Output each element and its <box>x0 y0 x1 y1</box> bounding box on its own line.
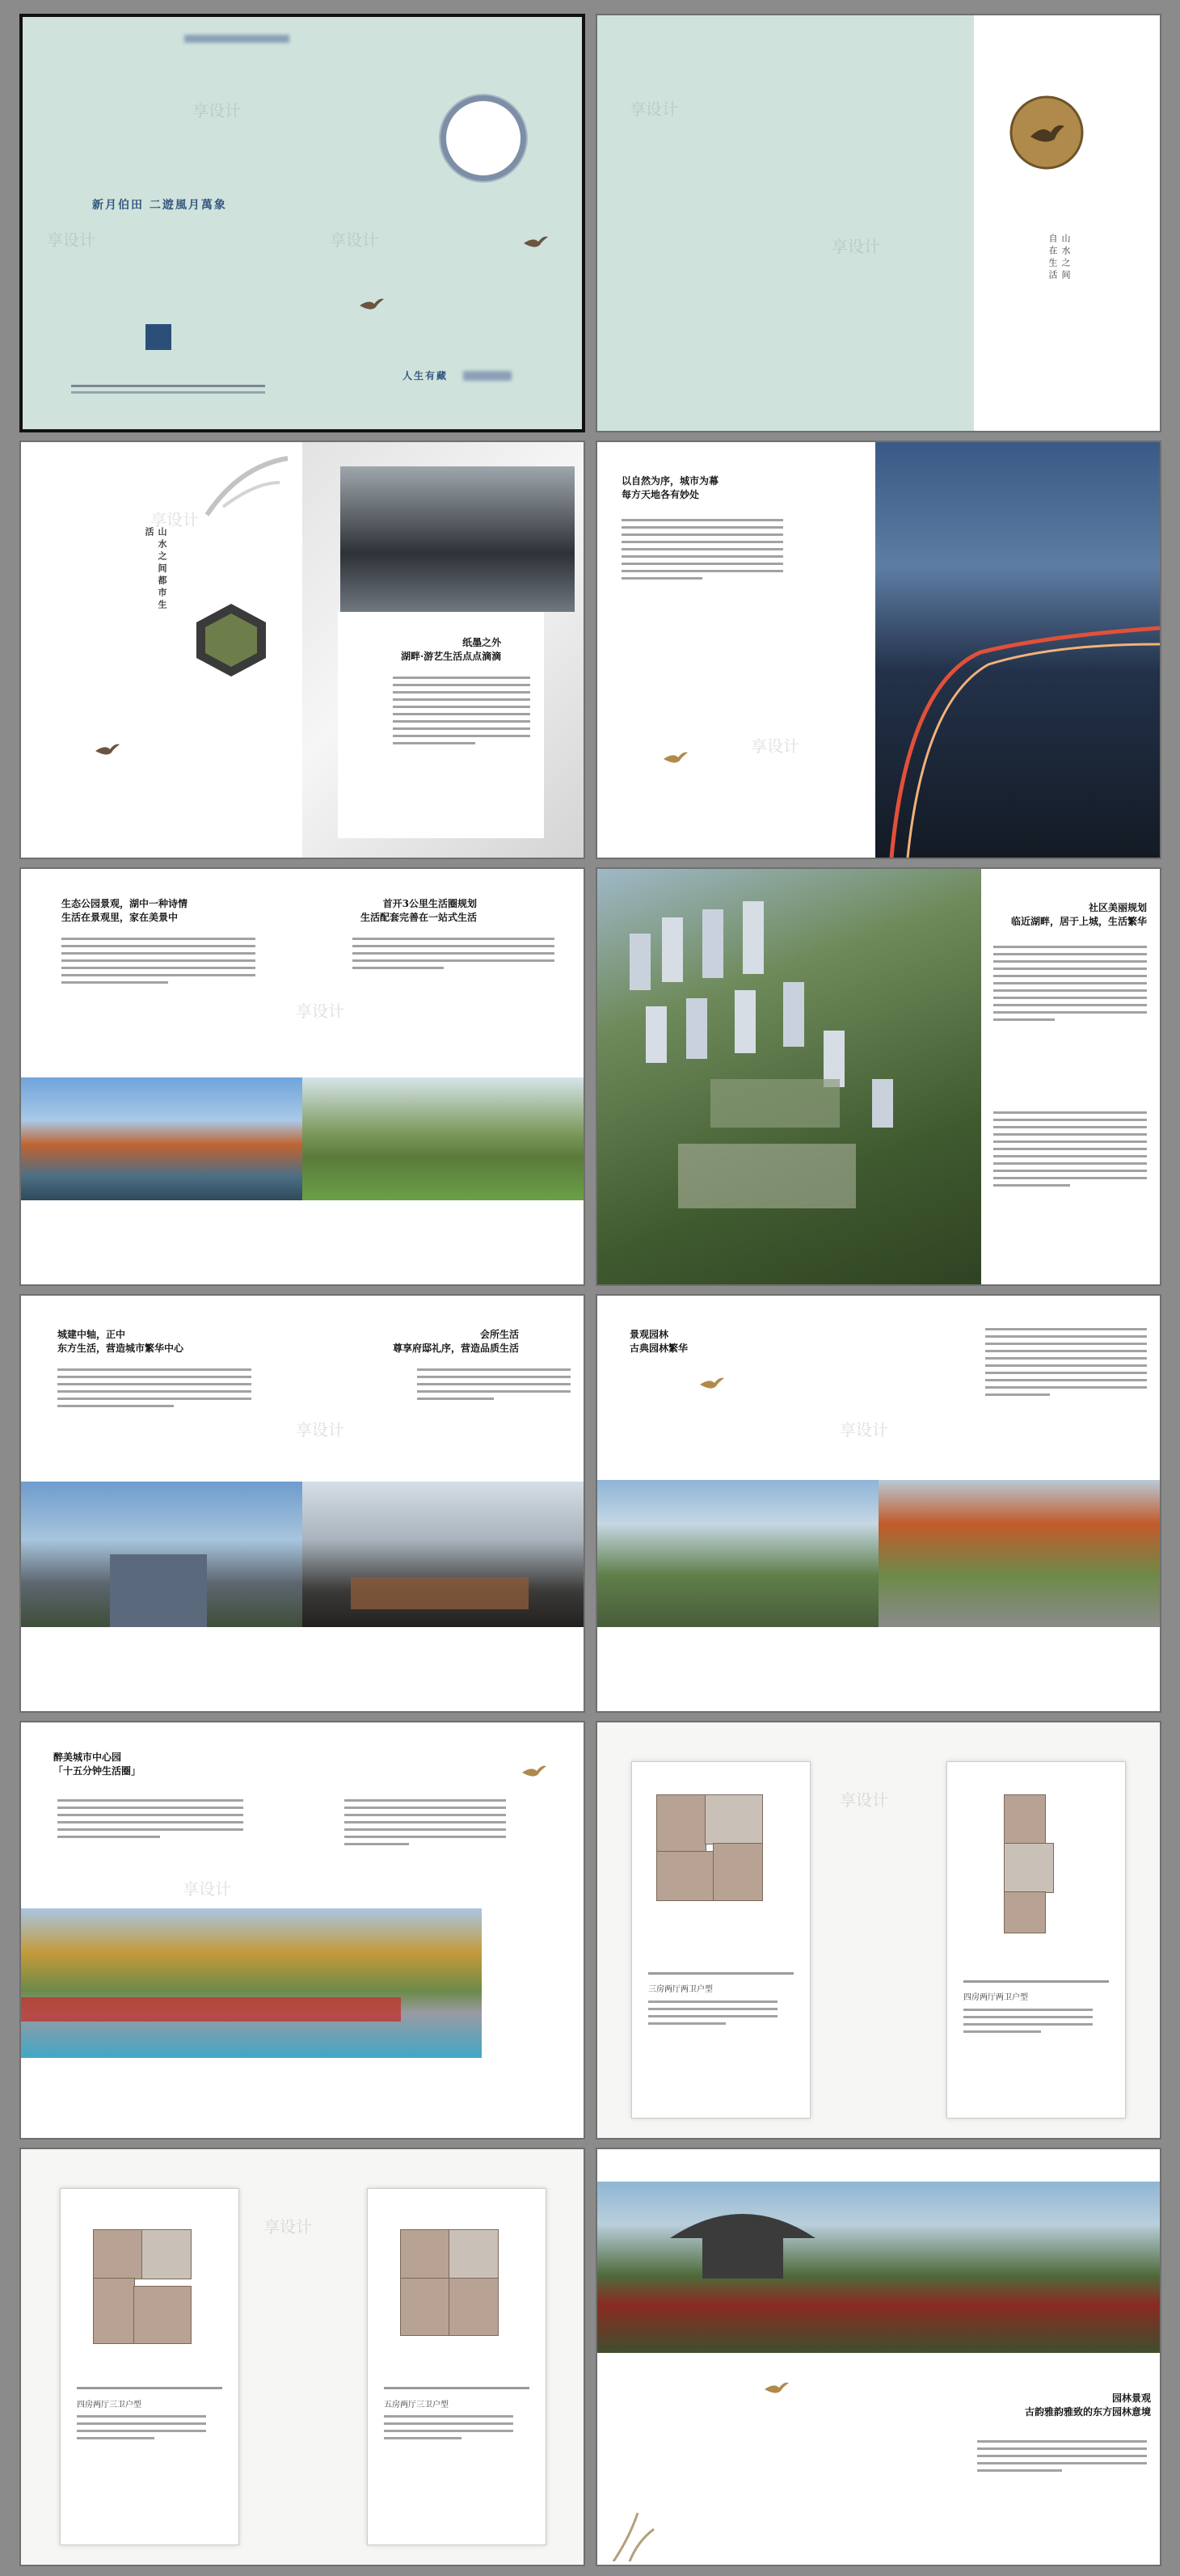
right-heading: 会所生活 尊享府邸礼序，营造品质生活 <box>393 1329 520 1354</box>
body-text <box>344 1799 506 1850</box>
spread-03[interactable] <box>19 441 585 859</box>
floorplan-caption: 三房两厅两卫户型 <box>648 1985 713 1994</box>
floorplan-card-left <box>60 2188 239 2545</box>
ornate-window-frame-icon <box>435 90 532 187</box>
room <box>705 1794 763 1845</box>
floorplan-notes <box>648 2001 778 2030</box>
cover-title: 新月伯田 二遊風月萬象 <box>92 199 227 212</box>
autumn-garden-photo <box>879 1480 1160 1627</box>
body-text <box>393 677 530 749</box>
spread-07[interactable] <box>19 1294 585 1713</box>
lobby-glow <box>351 1577 529 1609</box>
vertical-heading: 山水之间都市生活 <box>144 527 167 612</box>
footer-info <box>71 391 265 394</box>
swallow-icon <box>358 296 386 314</box>
swallow-icon <box>763 2380 790 2397</box>
room <box>400 2229 450 2279</box>
spread-04[interactable] <box>596 441 1161 859</box>
section-heading: 纸墨之外 湖畔·游艺生活点点滴滴 <box>401 637 502 662</box>
left-heading: 城建中轴，正中 东方生活，营造城市繁华中心 <box>57 1329 184 1354</box>
aerial-community-render <box>597 869 981 1284</box>
room <box>1004 1794 1046 1845</box>
divider <box>384 2387 529 2389</box>
vertical-text: 山水之间 自在生活 <box>1047 234 1071 282</box>
room <box>449 2278 499 2336</box>
floorplan-notes <box>963 2009 1093 2038</box>
light-trail <box>875 442 1160 858</box>
floorplan-card-right <box>946 1761 1126 2119</box>
watermark: 享设计 <box>150 510 199 529</box>
floorplan-caption: 四房两厅三卫户型 <box>77 2401 141 2409</box>
floorplan-notes <box>77 2415 206 2444</box>
pavilion-roof <box>662 2190 824 2287</box>
coastal-road-photo <box>875 442 1160 858</box>
swallow-icon <box>522 234 550 251</box>
body-text <box>622 519 783 584</box>
body-text <box>57 1368 251 1412</box>
watermark: 享设计 <box>183 1879 231 1899</box>
qr-code <box>145 324 171 350</box>
watermark: 享设计 <box>840 1420 888 1440</box>
room <box>400 2278 450 2336</box>
floorplan-card-right <box>367 2188 546 2545</box>
room <box>133 2286 192 2344</box>
clubhouse-photo <box>302 1482 584 1627</box>
cover-slogan: 人生有藏 <box>402 370 449 382</box>
tower-blocks <box>597 869 981 1284</box>
body-text <box>61 938 255 989</box>
section-heading: 园林景观 古韵雅韵雅致的东方园林意境 <box>1024 2393 1151 2418</box>
room <box>449 2229 499 2279</box>
watermark: 享设计 <box>296 1420 344 1440</box>
bamboo-sketch-icon <box>605 2505 662 2561</box>
right-heading: 首开3公里生活圈规划 生活配套完善在一站式生活 <box>360 898 478 923</box>
room <box>1004 1843 1054 1893</box>
room <box>713 1843 763 1901</box>
watermark: 享设计 <box>263 2217 312 2237</box>
city-tower-photo <box>21 1482 302 1627</box>
watermark: 享设计 <box>840 1790 888 1810</box>
body-text <box>417 1368 571 1405</box>
spread-02[interactable] <box>596 14 1161 432</box>
body-text <box>977 2440 1147 2477</box>
floorplan-caption: 四房两厅两卫户型 <box>963 1993 1028 2002</box>
body-text <box>985 1328 1147 1401</box>
section-heading: 景观园林 古典园林繁华 <box>630 1329 689 1354</box>
floorplan-caption: 五房两厅三卫户型 <box>384 2401 449 2409</box>
room <box>656 1794 706 1853</box>
watermark: 享设计 <box>630 99 678 119</box>
lake-autumn-photo <box>21 1077 302 1200</box>
room <box>1004 1891 1046 1933</box>
pavilion-garden-photo <box>597 2182 1160 2353</box>
blurred-slogan <box>463 371 512 381</box>
swallow-icon <box>662 749 689 767</box>
divider <box>648 1972 794 1975</box>
spread-08[interactable] <box>596 1294 1161 1713</box>
building-photo <box>340 466 575 612</box>
spread-09[interactable] <box>19 1721 585 2140</box>
floorplan-card-left <box>631 1761 811 2119</box>
spread-06[interactable] <box>596 867 1161 1286</box>
floorplan-notes <box>384 2415 513 2444</box>
blurred-header <box>184 35 289 43</box>
divider <box>77 2387 222 2389</box>
park-lawn-photo <box>302 1077 584 1200</box>
section-heading: 醉美城市中心园 「十五分钟生活圈」 <box>53 1752 141 1777</box>
watermark: 享设计 <box>192 101 241 120</box>
watermark: 享设计 <box>296 1001 344 1021</box>
section-heading: 以自然为序，城市为幕 每方天地各有妙处 <box>622 475 719 500</box>
spread-05[interactable] <box>19 867 585 1286</box>
swallow-icon <box>94 741 121 759</box>
section-heading: 社区美丽规划 临近湖畔，居于上城，生活繁华 <box>1010 902 1147 927</box>
divider <box>963 1980 1109 1983</box>
spread-11[interactable] <box>19 2148 585 2566</box>
swallow-icon <box>520 1763 548 1781</box>
red-railing <box>21 1997 401 2022</box>
swallow-icon <box>698 1375 726 1393</box>
body-text <box>352 938 554 974</box>
ink-bamboo-decoration <box>199 450 296 523</box>
body-text <box>57 1799 243 1843</box>
gold-painting-medallion <box>1006 92 1087 173</box>
watermark: 享设计 <box>330 230 378 250</box>
room <box>93 2229 143 2279</box>
spread-12[interactable] <box>596 2148 1161 2566</box>
room <box>656 1851 714 1901</box>
garden-photo <box>597 1480 879 1627</box>
playground-pool-photo <box>21 1908 482 2058</box>
spread-10[interactable] <box>596 1721 1161 2140</box>
tower-facade <box>110 1554 207 1627</box>
watermark: 享设计 <box>47 230 95 250</box>
left-heading: 生态公园景观，湖中一种诗情 生活在景观里，家在美景中 <box>61 898 188 923</box>
watermark: 享设计 <box>832 237 880 256</box>
spread-cover[interactable] <box>19 14 585 432</box>
body-text <box>993 1111 1147 1191</box>
footer-info <box>71 385 265 387</box>
watermark: 享设计 <box>751 736 799 756</box>
room <box>141 2229 192 2279</box>
room <box>93 2278 135 2344</box>
body-text <box>993 946 1147 1026</box>
mint-panel <box>597 15 974 431</box>
hexagon-window-icon <box>191 600 272 681</box>
